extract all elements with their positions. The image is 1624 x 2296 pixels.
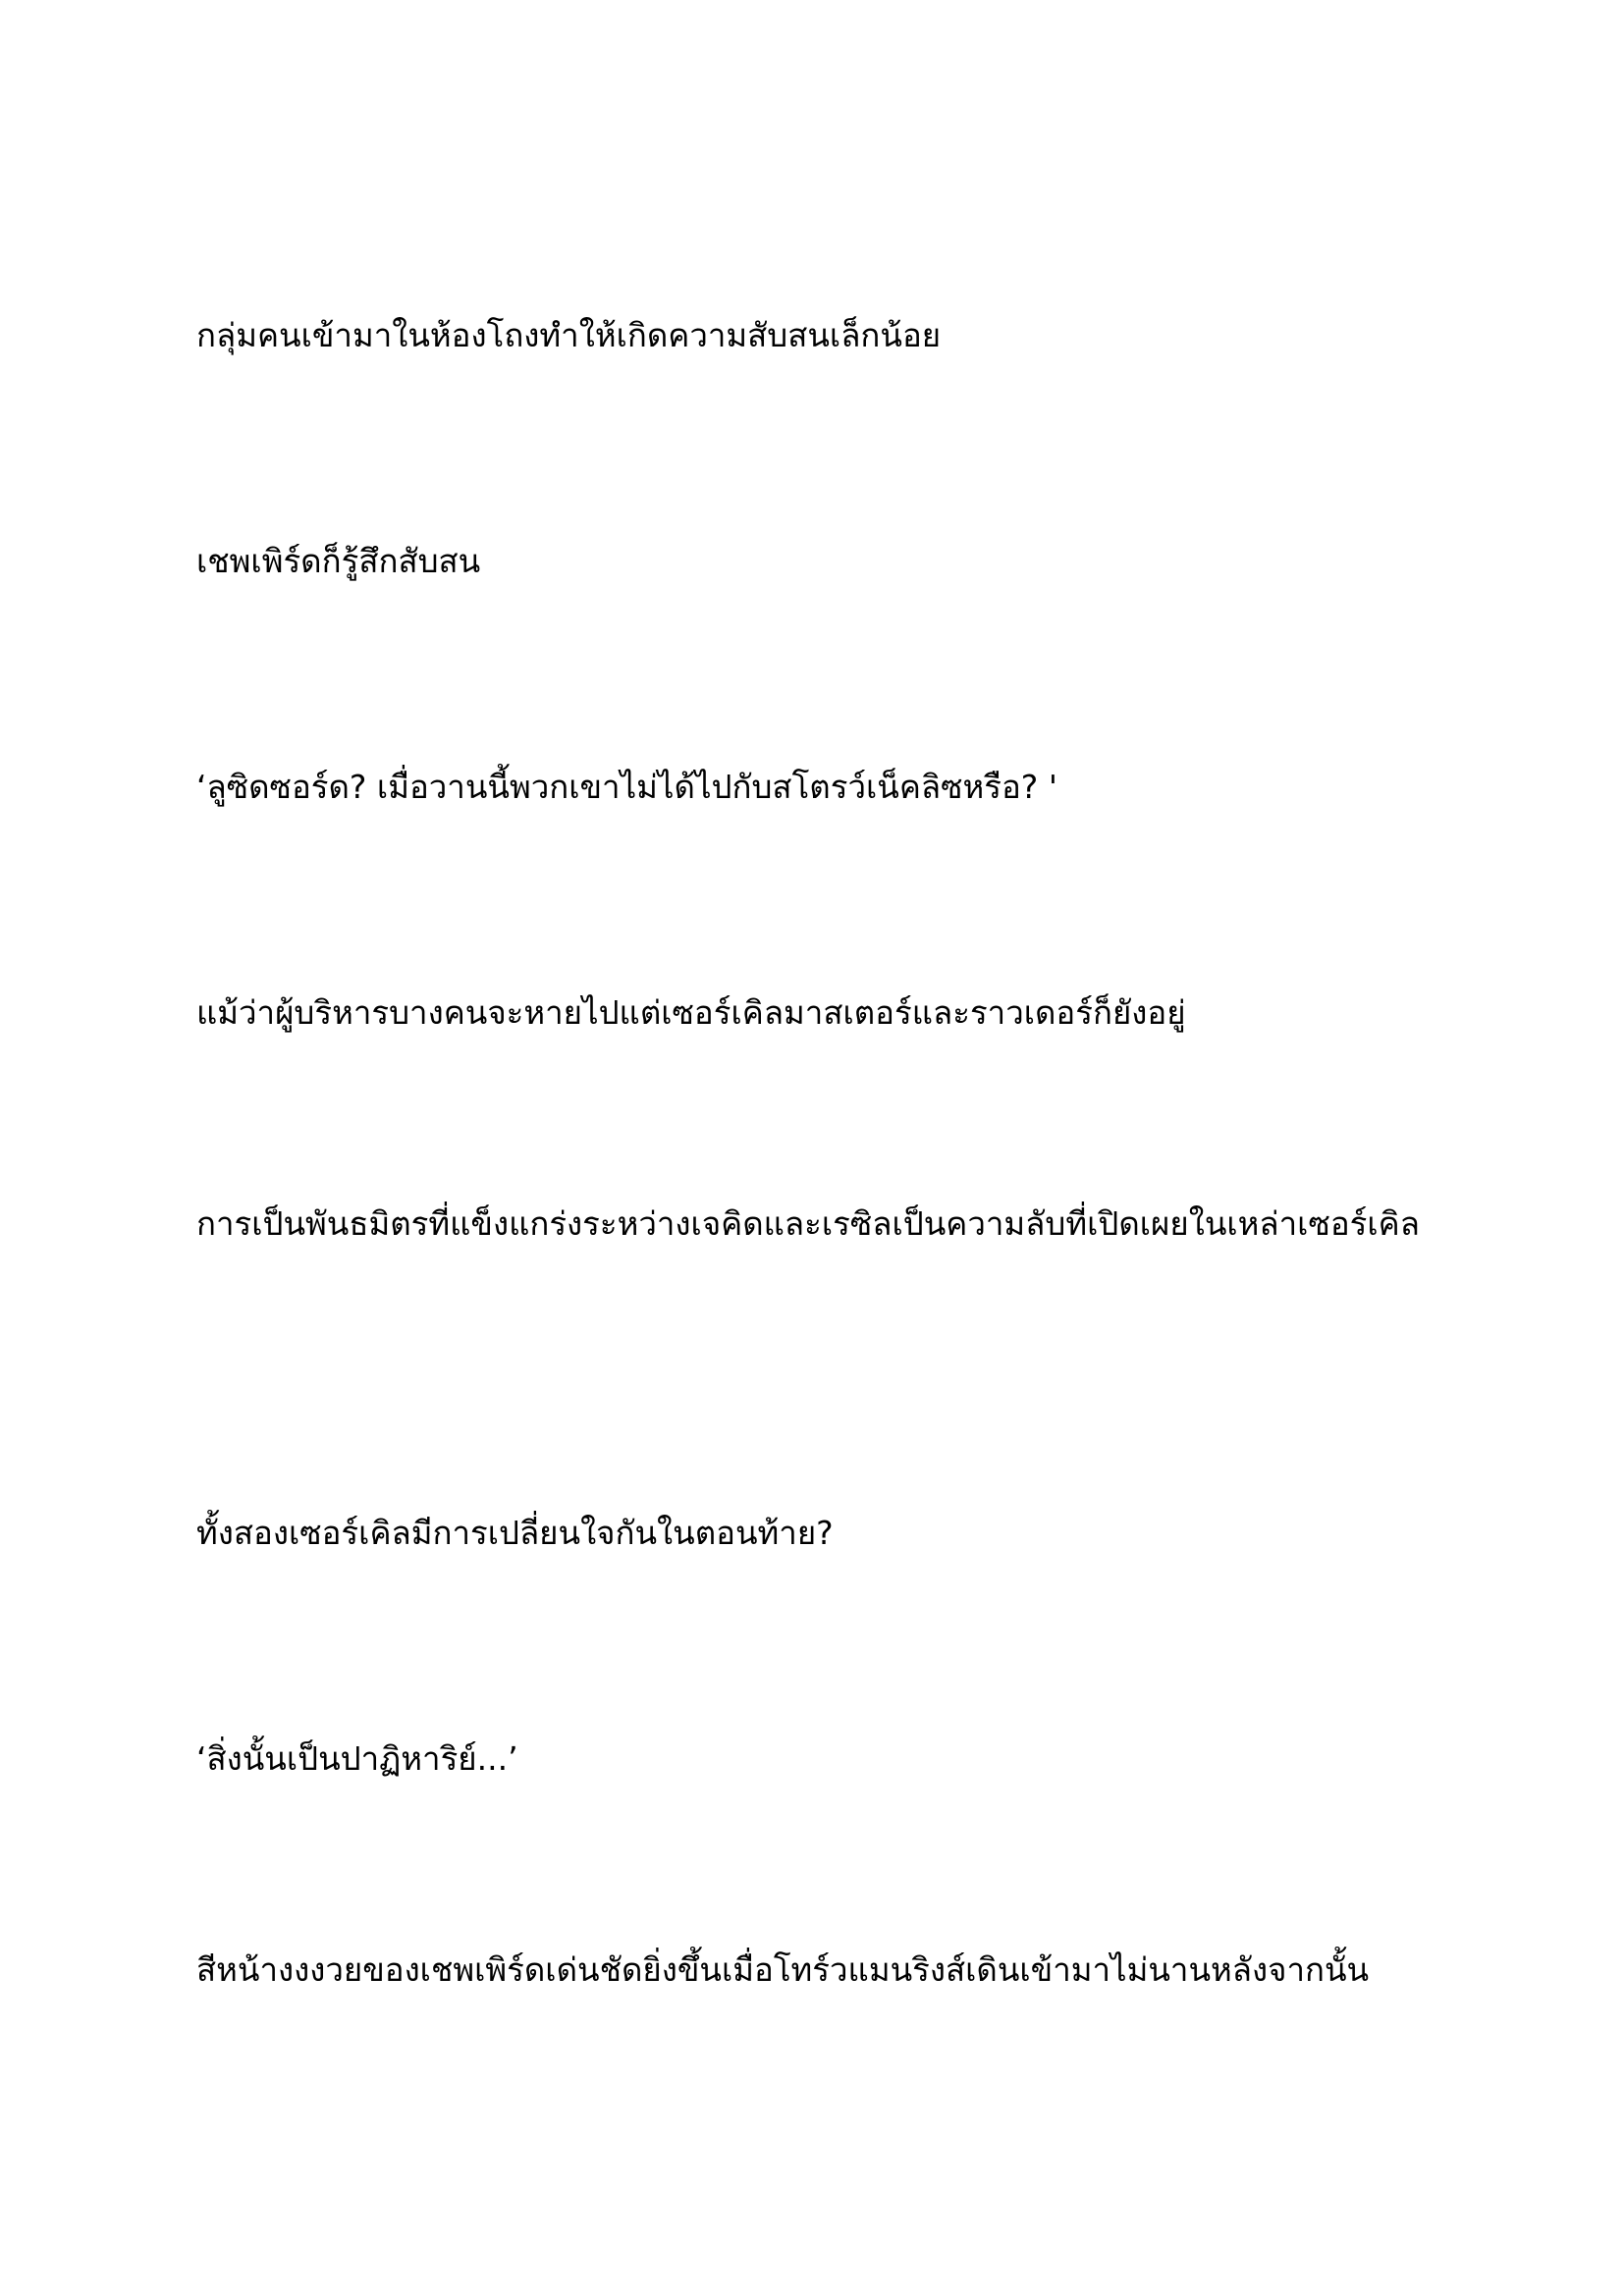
- paragraph-1: กลุ่มคนเข้ามาในห้องโถงทำให้เกิดความสับสนเล็กน้อย: [196, 316, 942, 354]
- paragraph-3: ‘ลูซิดซอร์ด? เมื่อวานนี้พวกเขาไม่ได้ไปกับสโตรว์เน็คลิซหรือ? ': [196, 768, 1057, 806]
- paragraph-4: แม้ว่าผู้บริหารบางคนจะหายไปแต่เซอร์เคิลมาสเตอร์และราวเดอร์ก็ยังอยู่: [196, 993, 1186, 1032]
- paragraph-2: เชพเพิร์ดก็รู้สึกสับสน: [196, 542, 481, 580]
- paragraph-5: การเป็นพันธมิตรที่แข็งแกร่งระหว่างเจคิดและเรซิลเป็นความลับที่เปิดเผยในเหล่าเซอร์เคิล: [196, 1204, 1420, 1243]
- paragraph-7: ‘สิ่งนั้นเป็นปาฏิหาริย์...’: [196, 1739, 518, 1778]
- paragraph-8: สีหน้างงงวยของเชพเพิร์ดเด่นชัดยิ่งขึ้นเมื่อโทร์วแมนริงส์เดินเข้ามาไม่นานหลังจากนั้น: [196, 1950, 1370, 1989]
- paragraph-6: ทั้งสองเซอร์เคิลมีการเปลี่ยนใจกันในตอนท้าย?: [196, 1514, 834, 1552]
